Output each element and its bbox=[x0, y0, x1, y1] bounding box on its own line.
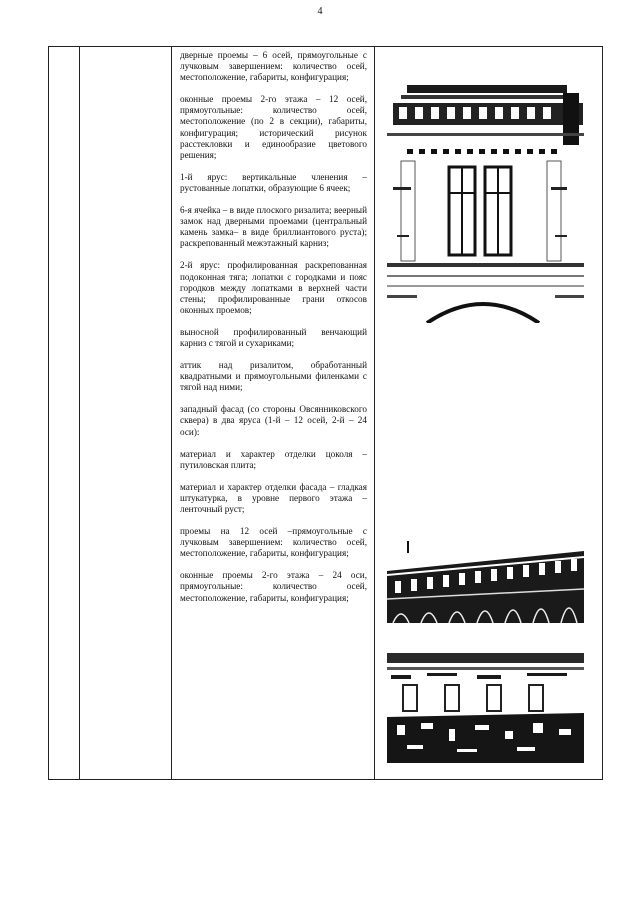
paragraph-cornice: выносной профилированный венчающий карниз с тягой и сухариками; bbox=[180, 326, 367, 348]
paragraph-facade-finish: материал и характер отделки фасада – гладкая штукатурка, в уровне первого этажа – ленточный руст; bbox=[180, 481, 367, 514]
description-column bbox=[180, 50, 367, 615]
facade-detail-photo bbox=[387, 63, 584, 323]
paragraph-windows-24: оконные проемы 2-го этажа – 24 оси, прямоугольные: количество осей, местоположение, габариты, конфигурация; bbox=[180, 570, 367, 603]
document-table bbox=[48, 46, 603, 780]
column-divider bbox=[171, 47, 172, 779]
paragraph-west-facade: западный фасад (со стороны Овсянниковского сквера) в два яруса (1-й – 12 осей, 2-й – 24 оси): bbox=[180, 404, 367, 437]
paragraph-tier-1: 1-й ярус: вертикальные членения – рустованные лопатки, образующие 6 ячеек; bbox=[180, 171, 367, 193]
paragraph-cell-6: 6-я ячейка – в виде плоского ризалита; веерный замок над дверными проемами (центральный камень замка– в виде бриллиантового руста); раскрепованный межэтажный карниз; bbox=[180, 205, 367, 249]
paragraph-plinth: материал и характер отделки цоколя – путиловская плита; bbox=[180, 448, 367, 470]
column-divider bbox=[79, 47, 80, 779]
column-divider bbox=[374, 47, 375, 779]
west-facade-detail-photo bbox=[387, 645, 584, 763]
paragraph-doors: дверные проемы – 6 осей, прямоугольные с лучковым завершением: количество осей, местоположение, габариты, конфигурация; bbox=[180, 50, 367, 83]
paragraph-windows-2nd-floor: оконные проемы 2-го этажа – 12 осей, прямоугольные: количество осей, местоположение (по 2 в секции), габариты, конфигурация; исторический рисунок расстекловки и единообразие цветового решения; bbox=[180, 94, 367, 160]
paragraph-tier-2: 2-й ярус: профилированная раскрепованная подоконная тяга; лопатки с городками и пояс городков между лопатками в верхней части стены; профилированные грани откосов оконных проемов; bbox=[180, 260, 367, 315]
page-number: 4 bbox=[317, 6, 323, 17]
west-facade-photo bbox=[387, 541, 584, 623]
paragraph-attic: аттик над ризалитом, обработанный квадратными и прямоугольными филенками с тягой над ними; bbox=[180, 360, 367, 393]
paragraph-openings: проемы на 12 осей –прямоугольные с лучковым завершением: количество осей, местоположение, габариты, конфигурация; bbox=[180, 526, 367, 559]
